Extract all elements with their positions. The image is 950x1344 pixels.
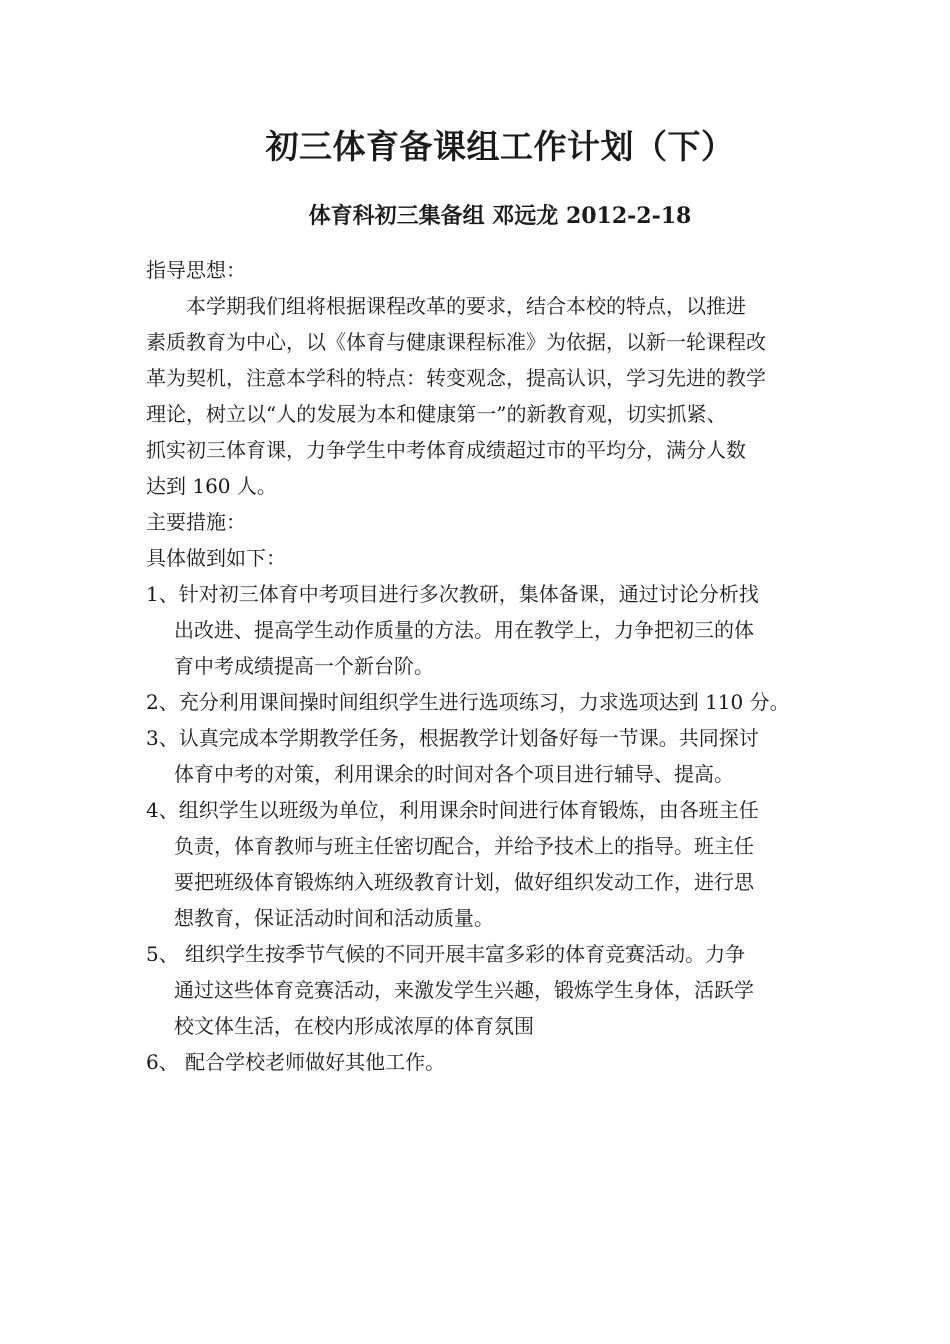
page-title: 初三体育备课组工作计划（下） bbox=[265, 127, 735, 166]
paragraph-line: 革为契机，注意本学科的特点：转变观念，提高认识，学习先进的教学 bbox=[146, 366, 766, 390]
paragraph-line: 理论，树立以“人的发展为本和健康第一”的新教育观，切实抓紧、 bbox=[146, 402, 727, 426]
list-item-first-line: 2、充分利用课间操时间组织学生进行选项练习，力求选项达到 110 分。 bbox=[146, 690, 790, 714]
list-item-line: 出改进、提高学生动作质量的方法。用在教学上，力争把初三的体 bbox=[174, 618, 754, 642]
list-item-line: 负责，体育教师与班主任密切配合，并给予技术上的指导。班主任 bbox=[174, 834, 754, 858]
list-item-first-line: 4、组织学生以班级为单位，利用课余时间进行体育锻炼，由各班主任 bbox=[146, 798, 759, 822]
guiding-section bbox=[146, 252, 816, 504]
list-item-line: 要把班级体育锻炼纳入班级教育计划，做好组织发动工作，进行思 bbox=[174, 870, 754, 894]
list-item bbox=[146, 792, 816, 936]
list-item bbox=[146, 936, 816, 1044]
paragraph-line: 素质教育为中心，以《体育与健康课程标准》为依据，以新一轮课程改 bbox=[146, 330, 766, 354]
list-item-line: 校文体生活，在校内形成浓厚的体育氛围 bbox=[174, 1014, 534, 1038]
section-intro: 具体做到如下： bbox=[146, 546, 286, 570]
section-heading: 主要措施： bbox=[146, 510, 246, 534]
list-item-first-line: 1、针对初三体育中考项目进行多次教研，集体备课，通过讨论分析找 bbox=[146, 582, 759, 606]
measures-section bbox=[146, 504, 816, 1080]
list-item-line: 通过这些体育竞赛活动，来激发学生兴趣，锻炼学生身体，活跃学 bbox=[174, 978, 754, 1002]
paragraph-line: 本学期我们组将根据课程改革的要求，结合本校的特点，以推进 bbox=[186, 294, 746, 318]
list-item-first-line: 3、认真完成本学期教学任务，根据教学计划备好每一节课。共同探讨 bbox=[146, 726, 759, 750]
list-item-line: 想教育，保证活动时间和活动质量。 bbox=[174, 906, 494, 930]
paragraph-line: 抓实初三体育课，力争学生中考体育成绩超过市的平均分，满分人数 bbox=[146, 438, 746, 462]
document-body bbox=[146, 252, 816, 1080]
list-item-first-line: 6、 配合学校老师做好其他工作。 bbox=[146, 1050, 446, 1074]
list-item bbox=[146, 1044, 816, 1080]
list-item bbox=[146, 720, 816, 792]
list-item bbox=[146, 576, 816, 684]
list-item bbox=[146, 684, 816, 720]
section-heading: 指导思想： bbox=[146, 258, 246, 282]
list-item-line: 体育中考的对策，利用课余的时间对各个项目进行辅导、提高。 bbox=[174, 762, 734, 786]
list-item-line: 育中考成绩提高一个新台阶。 bbox=[174, 654, 434, 678]
page-subtitle: 体育科初三集备组 邓远龙 2012-2-18 bbox=[308, 203, 692, 229]
paragraph-line: 达到 160 人。 bbox=[146, 474, 277, 498]
list-item-first-line: 5、 组织学生按季节气候的不同开展丰富多彩的体育竞赛活动。力争 bbox=[146, 942, 746, 966]
